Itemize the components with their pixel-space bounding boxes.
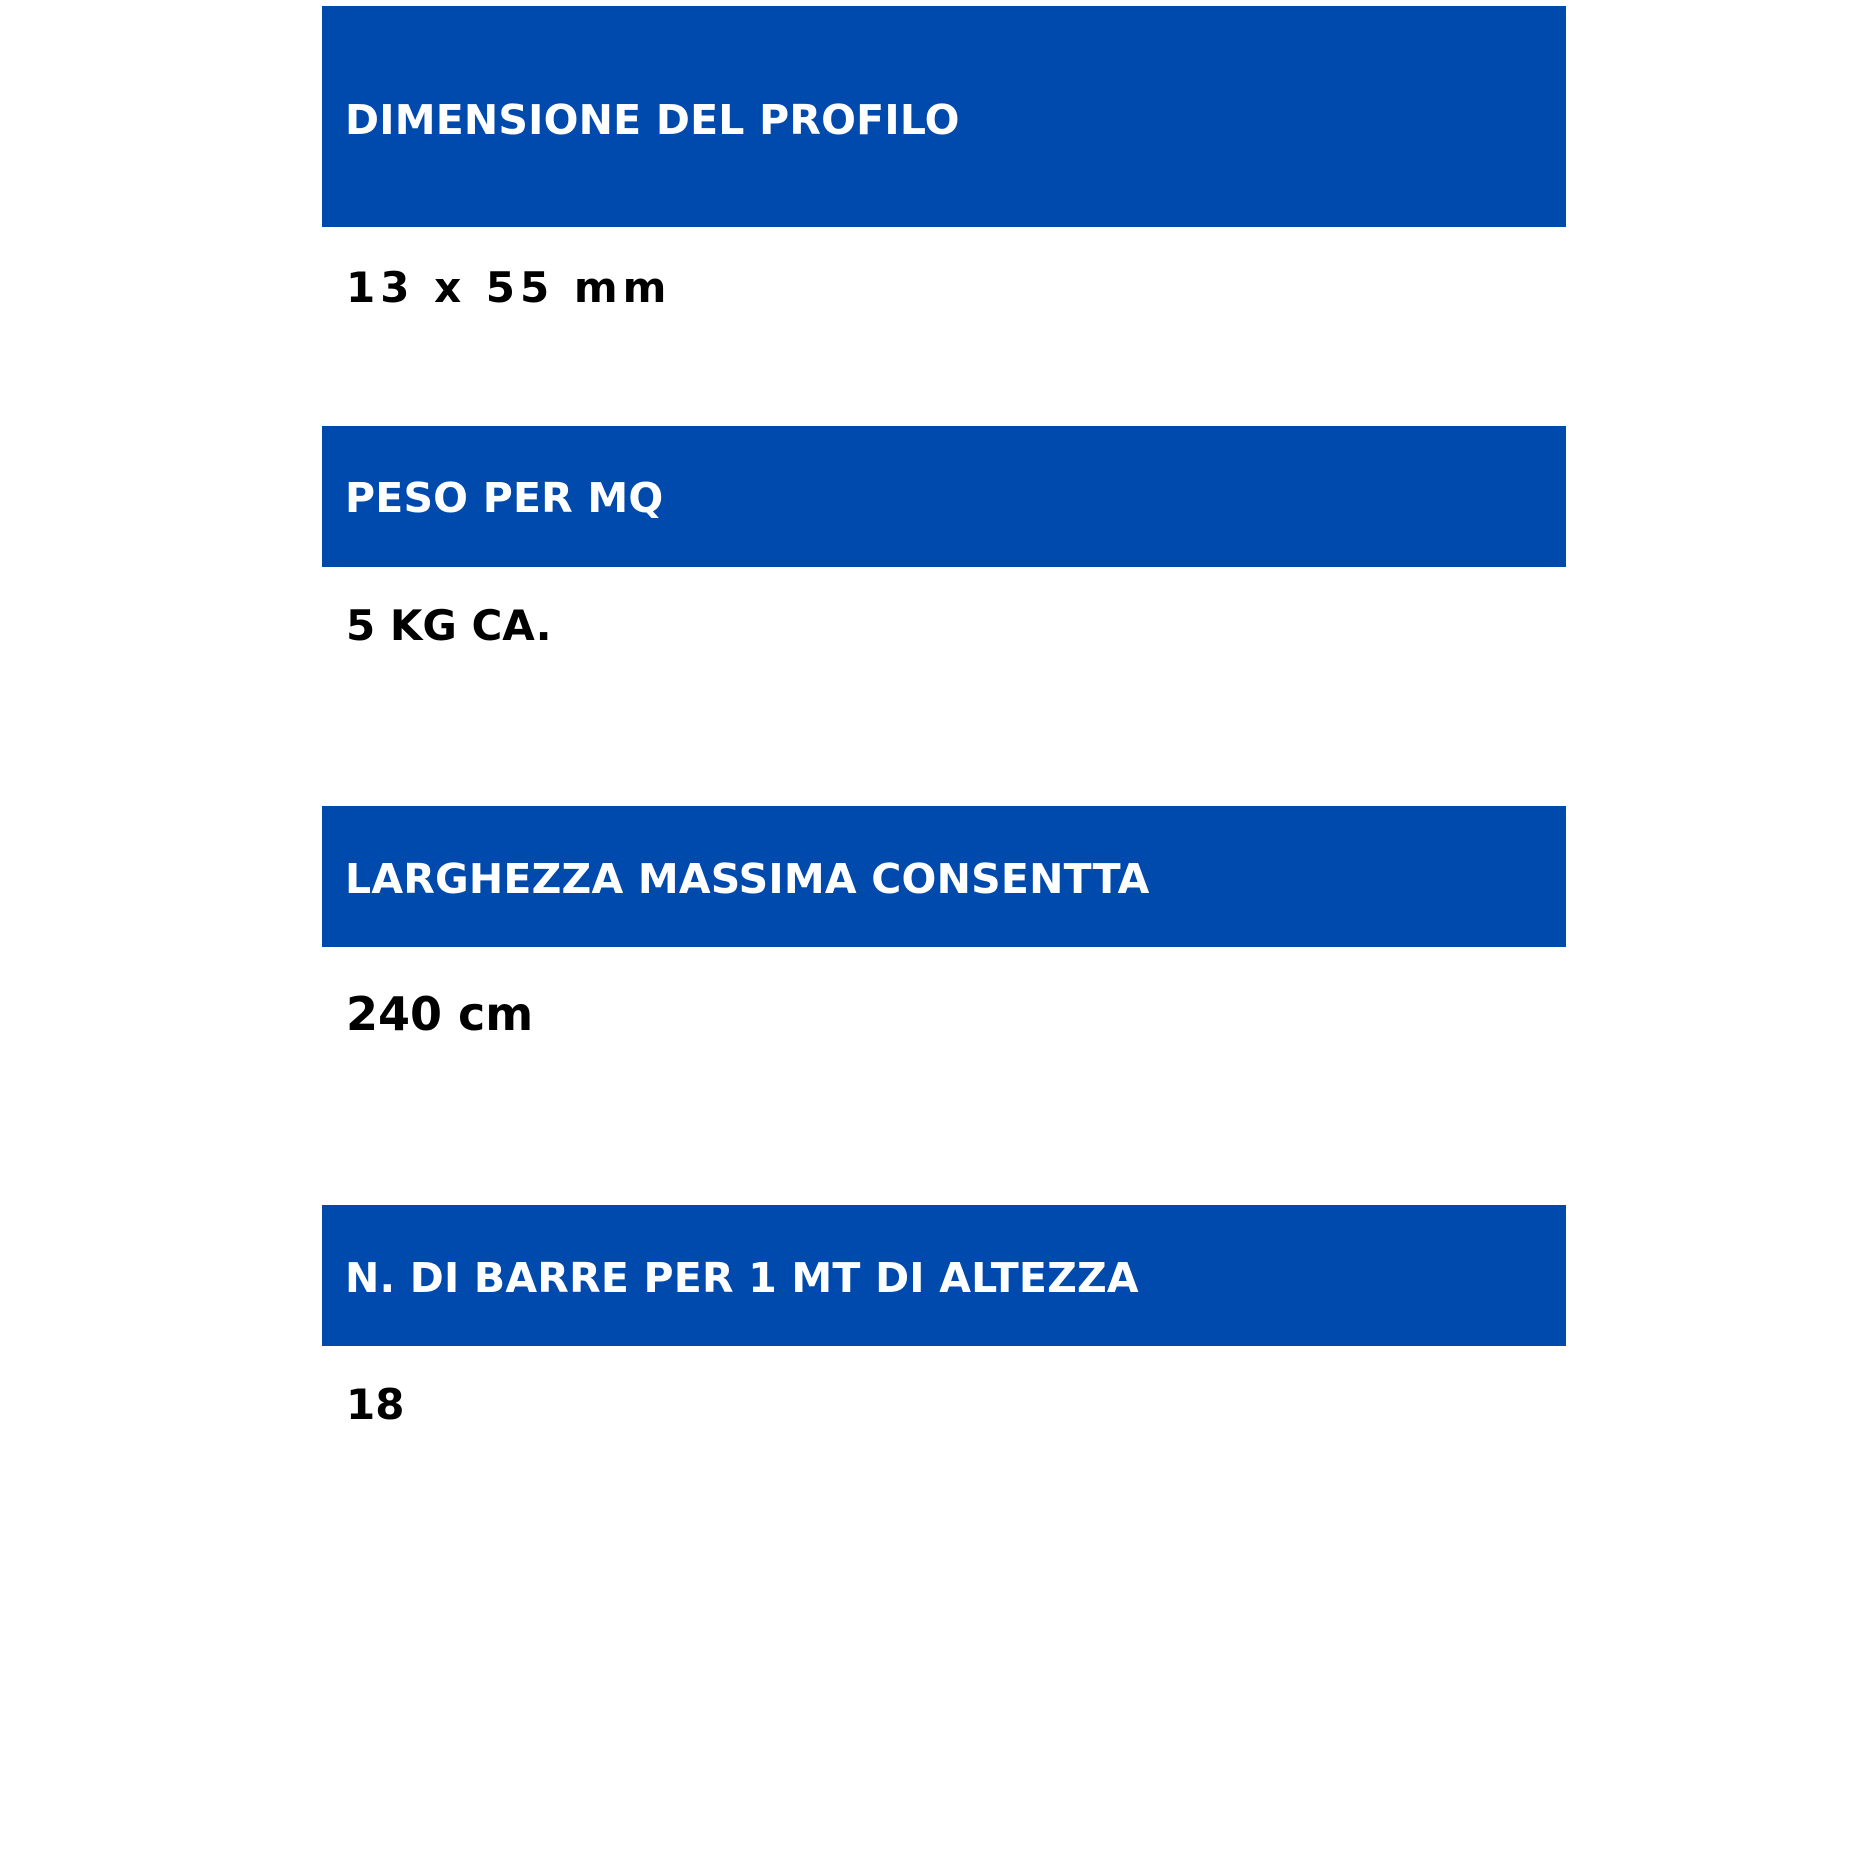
- spec-value-bars-per-meter: 18: [346, 1380, 405, 1429]
- spec-value-weight-per-sqm: 5 KG CA.: [346, 601, 552, 650]
- spec-value-max-width: 240 cm: [346, 987, 534, 1041]
- spec-header-max-width: [322, 806, 1566, 947]
- spec-header-weight-per-sqm: [322, 426, 1566, 567]
- spec-header-profile-dimension: [322, 6, 1566, 227]
- spec-label-bars-per-meter: N. DI BARRE PER 1 MT DI ALTEZZA: [345, 1254, 1139, 1302]
- spec-label-profile-dimension: DIMENSIONE DEL PROFILO: [345, 96, 960, 144]
- spec-value-profile-dimension: 13 x 55 mm: [346, 263, 672, 312]
- spec-label-weight-per-sqm: PESO PER MQ: [345, 474, 664, 522]
- spec-label-max-width: LARGHEZZA MASSIMA CONSENTTA: [345, 855, 1150, 903]
- spec-header-bars-per-meter: [322, 1205, 1566, 1346]
